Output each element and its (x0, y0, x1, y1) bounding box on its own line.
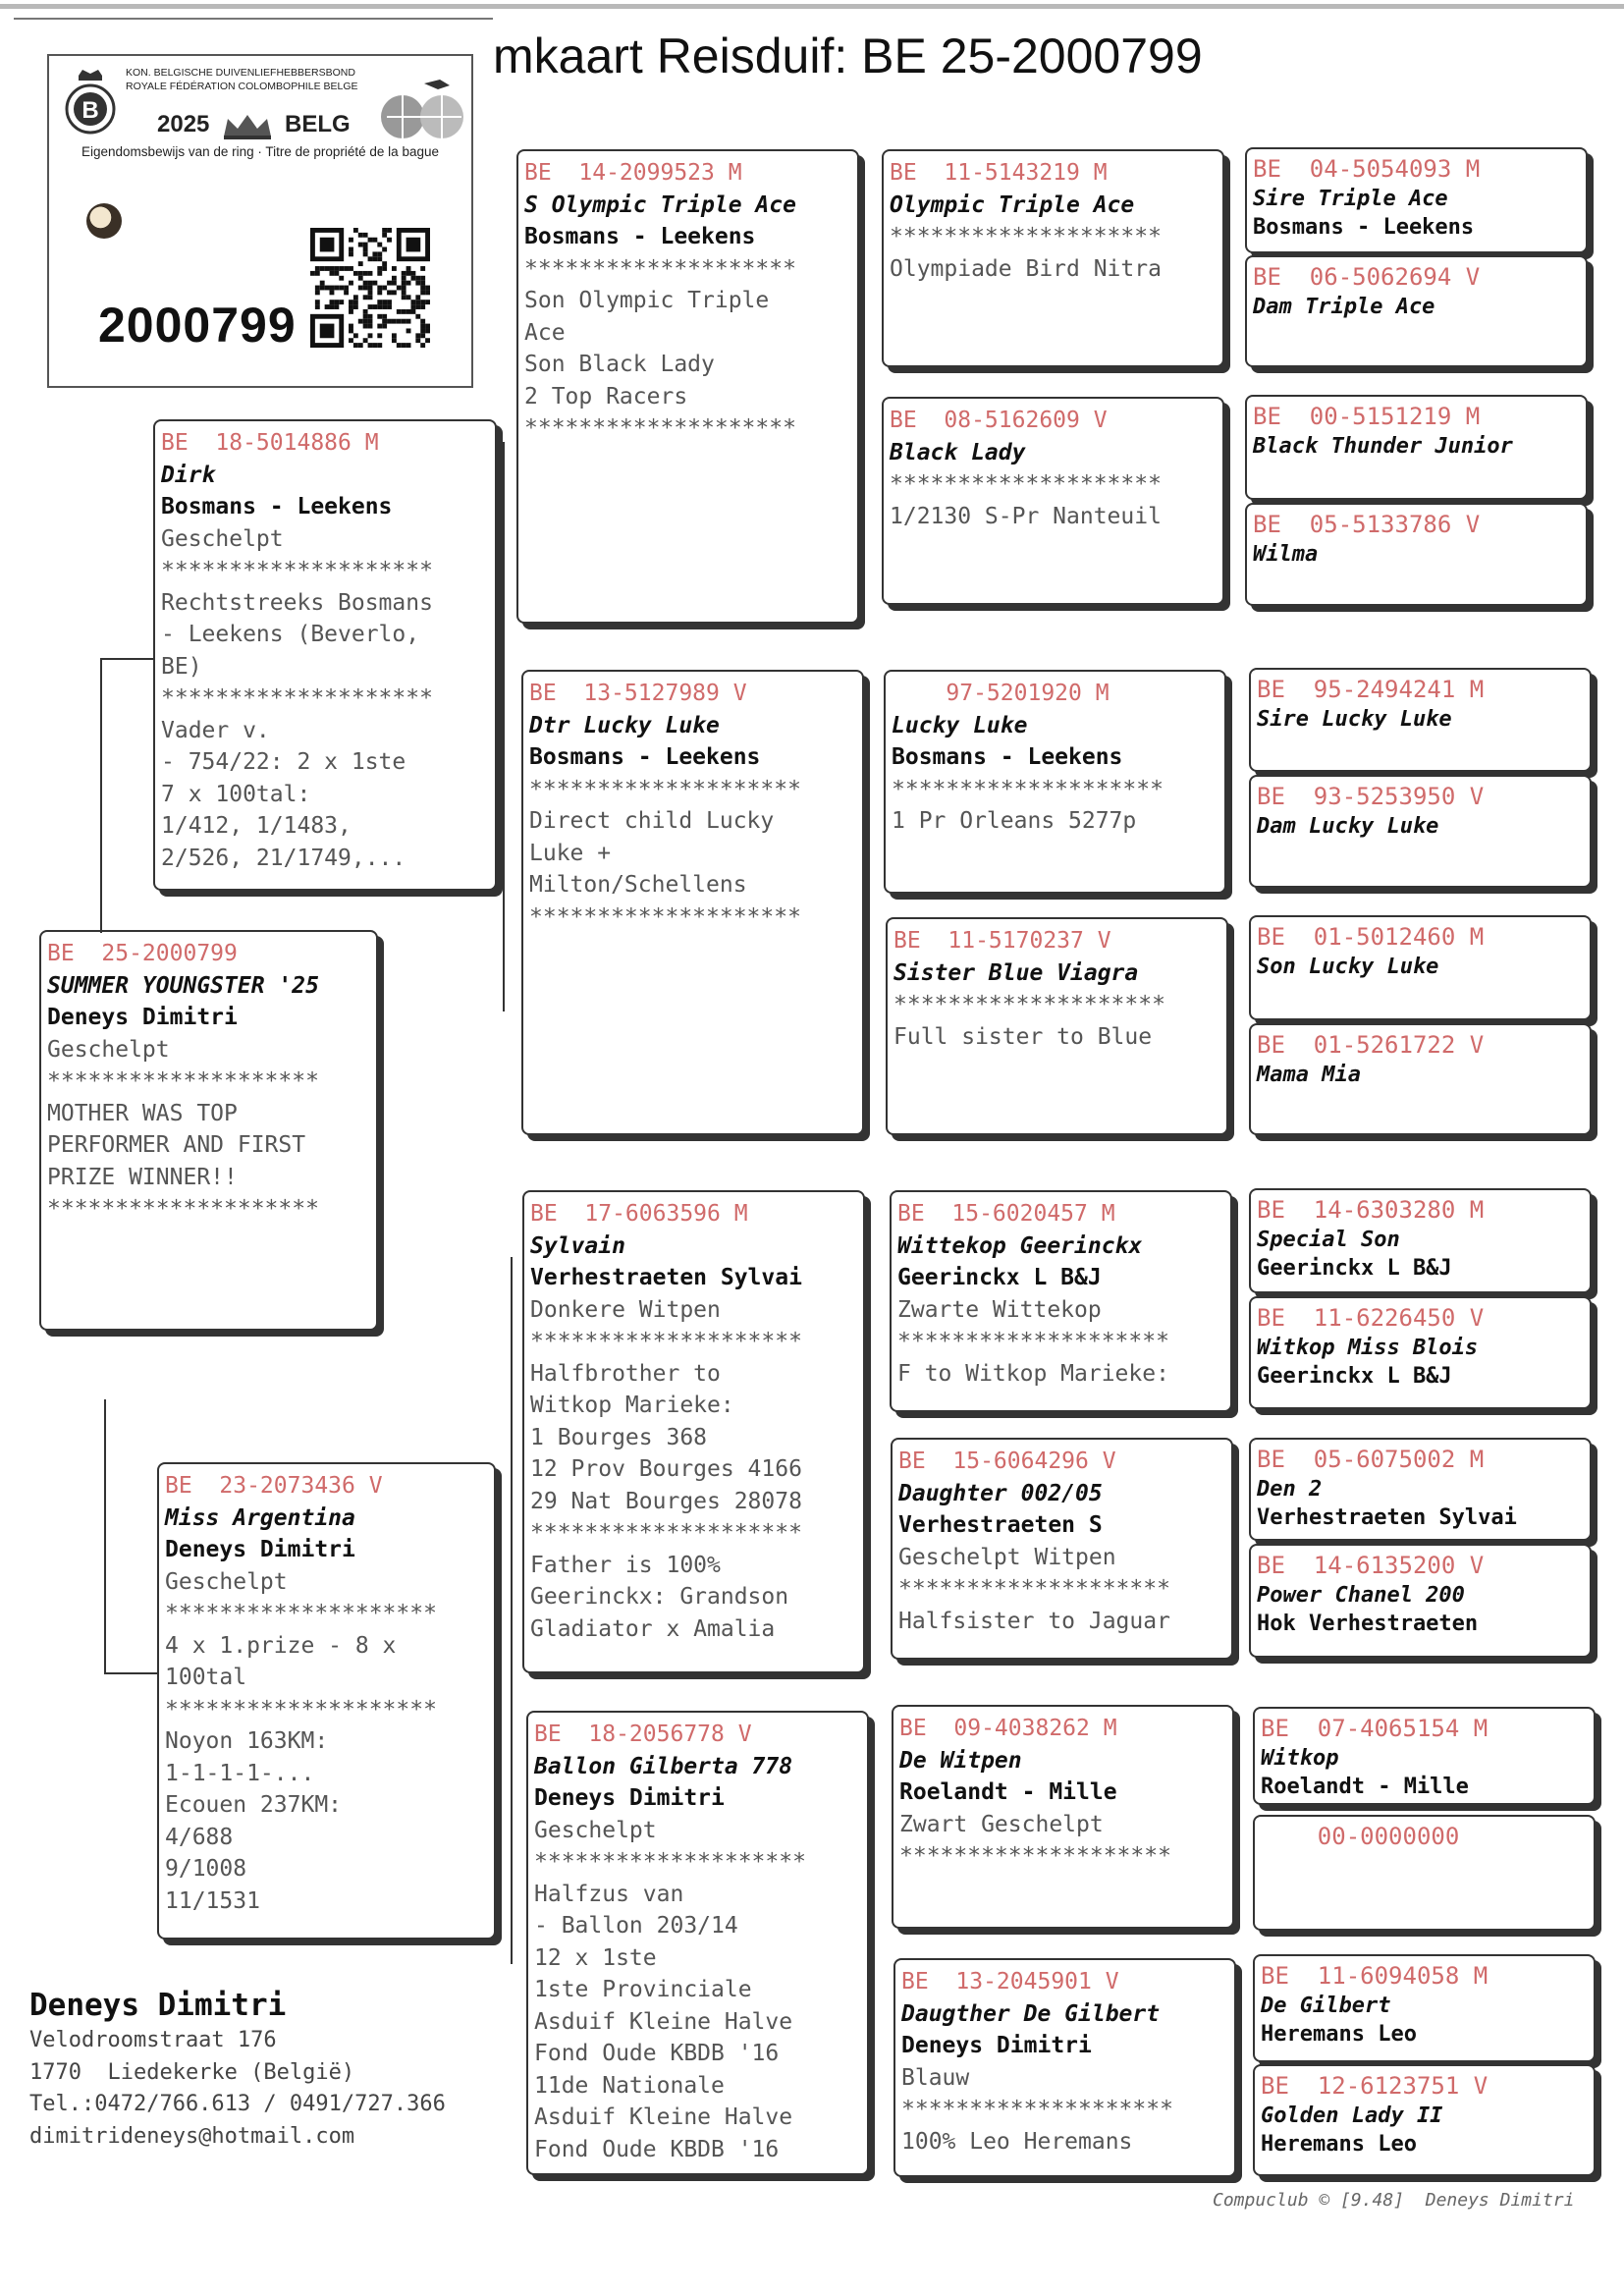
pigeon-box-gg-05-6075002 (1249, 1438, 1592, 1541)
pigeon-name: Witkop (1261, 1745, 1339, 1771)
pigeon-info-line: Hok Verhestraeten (1257, 1612, 1479, 1636)
pigeon-info-line: Gladiator x Amalia (530, 1615, 776, 1642)
pigeon-info-line: Roelandt - Mille (1261, 1775, 1469, 1799)
pigeon-info-line: Halfzus van (534, 1881, 684, 1907)
pigeon-info-line: ******************** (892, 776, 1164, 802)
pigeon-ring-number: BE 18-2056778 V (534, 1721, 752, 1747)
pigeon-info-line: ******************** (47, 1068, 319, 1094)
pigeon-info-line: Geerinckx L B&J (897, 1265, 1102, 1290)
connector-dam-h (104, 1672, 158, 1674)
pigeon-name: Den 2 (1257, 1476, 1323, 1502)
pigeon-info-line: 4 x 1.prize - 8 x (165, 1632, 397, 1659)
pigeon-box-g-15-6020457 (890, 1190, 1232, 1412)
pigeon-ring-number: BE 06-5062694 V (1253, 263, 1481, 291)
federation-header (126, 66, 358, 93)
pigeon-info-line: Ecouen 237KM: (165, 1792, 343, 1818)
owner-phone: Tel.:0472/766.613 / 0491/727.366 (29, 2092, 446, 2116)
pigeon-box-gg-00-5151219 (1245, 395, 1588, 500)
pigeon-info-line: Halfsister to Jaguar (898, 1608, 1170, 1634)
pigeon-name: Mama Mia (1257, 1062, 1361, 1087)
pigeon-box-g-09-4038262 (892, 1705, 1234, 1929)
pigeon-ring-number: BE 05-6075002 M (1257, 1446, 1485, 1473)
ring-card-top-rule (14, 18, 493, 20)
pigeon-box-g-13-2045901 (893, 1958, 1236, 2177)
pigeon-name: Special Son (1257, 1227, 1400, 1252)
pigeon-info-line: ******************** (893, 992, 1165, 1017)
pigeon-info-line: Deneys Dimitri (47, 1005, 238, 1030)
pigeon-name: Dirk (161, 462, 216, 488)
pigeon-ring-number: BE 14-6303280 M (1257, 1196, 1485, 1224)
owner-street: Velodroomstraat 176 (29, 2028, 277, 2052)
federation-name-nl: KON. BELGISCHE DUIVENLIEFHEBBERSBOND (126, 67, 355, 79)
pigeon-name: SUMMER YOUNGSTER '25 (47, 972, 319, 999)
pigeon-info-line: Heremans Leo (1261, 2132, 1417, 2157)
pigeon-info-line: Bosmans - Leekens (529, 744, 761, 770)
pigeon-ring-number: BE 11-6226450 V (1257, 1304, 1485, 1332)
pigeon-name: Wilma (1253, 541, 1319, 567)
pigeon-ring-number: BE 00-5151219 M (1253, 403, 1481, 430)
pigeon-info-line: Heremans Leo (1261, 2022, 1417, 2047)
ring-card-subtitle: Eigendomsbewijs van de ring · Titre de propriété de la bague (81, 144, 439, 159)
pigeon-ring-number: BE 01-5012460 M (1257, 923, 1485, 951)
pigeon-ring-number: BE 12-6123751 V (1261, 2072, 1489, 2100)
pigeon-box-gg-14-6135200 (1249, 1544, 1592, 1658)
pigeon-ring-number: BE 14-6135200 V (1257, 1552, 1485, 1579)
pigeon-info-line: 2/526, 21/1749,... (161, 845, 406, 871)
pigeon-ring-number: BE 05-5133786 V (1253, 511, 1481, 538)
owner-block (29, 1986, 446, 2153)
pigeon-info-line: ******************** (534, 1849, 806, 1875)
pigeon-info-line: 12 Prov Bourges 4166 (530, 1456, 802, 1482)
pigeon-name: Dtr Lucky Luke (529, 712, 720, 738)
ring-ownership-card (47, 54, 473, 388)
pigeon-box-g-15-6064296 (891, 1438, 1233, 1660)
pigeon-info-line: ******************** (161, 685, 433, 711)
pigeon-name: Black Thunder Junior (1253, 433, 1513, 459)
pigeon-name: Ballon Gilberta 778 (534, 1753, 793, 1779)
pigeon-info-line: Deneys Dimitri (534, 1785, 725, 1811)
pigeon-info-line: Luke + (529, 840, 612, 866)
pigeon-info-line: 9/1008 (165, 1856, 247, 1882)
connector-sire-v (100, 658, 102, 933)
pigeon-name: Dam Triple Ace (1253, 294, 1435, 319)
pigeon-ring-number: BE 13-2045901 V (901, 1969, 1119, 1994)
pigeon-name: Sire Lucky Luke (1257, 706, 1452, 732)
pigeon-info-line: Geschelpt (165, 1568, 288, 1595)
pigeon-info-line: 1/2130 S-Pr Nanteuil (890, 503, 1162, 529)
pigeon-box-gg-05-5133786 (1245, 503, 1588, 606)
pigeon-name: Power Chanel 200 (1257, 1582, 1465, 1608)
pigeon-info-line: ******************** (165, 1601, 437, 1626)
pigeon-info-line: Verhestraeten S (898, 1512, 1103, 1538)
pigeon-ring-number: BE 11-6094058 M (1261, 1962, 1489, 1990)
pigeon-name: Olympic Triple Ace (890, 191, 1135, 218)
pigeon-info-line: Bosmans - Leekens (1253, 215, 1475, 240)
pigeon-box-ss-14-2099523 (516, 149, 859, 624)
pigeon-name: Daugther De Gilbert (901, 2000, 1161, 2027)
pigeon-box-gg-11-6094058 (1253, 1954, 1596, 2062)
connector-sire-h (100, 658, 154, 660)
ring-number: 2000799 (98, 298, 297, 353)
pigeon-ring-number: BE 95-2494241 M (1257, 676, 1485, 703)
pigeon-ring-number: BE 04-5054093 M (1253, 155, 1481, 183)
pigeon-info-line: Fond Oude KBDB '16 (534, 2041, 780, 2066)
pigeon-ring-number: BE 14-2099523 M (524, 160, 742, 186)
crown-icon (218, 111, 277, 140)
pigeon-info-line: Son Olympic Triple (524, 288, 770, 313)
pigeon-info-line: - Ballon 203/14 (534, 1913, 738, 1939)
pigeon-info-line: ******************** (530, 1329, 802, 1354)
pigeon-ring-number: BE 11-5170237 V (893, 928, 1111, 954)
owner-city: 1770 Liedekerke (België) (29, 2059, 355, 2085)
pigeon-info-line: Geerinckx: Grandson (530, 1584, 789, 1610)
pigeon-info-line: Deneys Dimitri (901, 2033, 1092, 2058)
pigeon-info-line: Zwarte Wittekop (897, 1296, 1102, 1323)
pigeon-info-line: 11/1531 (165, 1887, 260, 1914)
pigeon-info-line: Bosmans - Leekens (892, 744, 1123, 770)
pigeon-info-line: Bosmans - Leekens (524, 224, 756, 249)
pigeon-info-line: ******************** (524, 255, 796, 282)
kbdb-logo-icon (63, 68, 118, 137)
connector-dam-line-v (511, 1257, 513, 1964)
pigeon-name: Black Lady (890, 439, 1026, 465)
pigeon-info-line: 100% Leo Heremans (901, 2128, 1133, 2155)
pigeon-ring-number: BE 07-4065154 M (1261, 1715, 1489, 1742)
pigeon-info-line: - Leekens (Beverlo, (161, 622, 420, 647)
pigeon-info-line: 1 Bourges 368 (530, 1424, 708, 1450)
pigeon-ring-number: BE 08-5162609 V (890, 408, 1108, 433)
software-footer: Compuclub © [9.48] Deneys Dimitri (1213, 2190, 1575, 2211)
pigeon-box-gg-12-6123751 (1253, 2064, 1596, 2176)
pigeon-info-line: Olympiade Bird Nitra (890, 255, 1162, 282)
pigeon-name: Sister Blue Viagra (893, 959, 1139, 986)
pigeon-box-g-97-5201920 (884, 670, 1226, 894)
pigeon-info-line: Rechtstreeks Bosmans (161, 589, 433, 616)
pigeon-ring-number: BE 13-5127989 V (529, 681, 747, 706)
pigeon-info-line: Geschelpt (534, 1817, 657, 1843)
pigeon-info-line: ******************** (901, 2097, 1173, 2122)
pigeon-info-line: F to Witkop Marieke: (897, 1360, 1169, 1387)
pigeon-info-line: Verhestraeten Sylvai (1257, 1505, 1517, 1530)
pigeon-name: Sire Triple Ace (1253, 186, 1448, 211)
pigeon-info-line: 1 Pr Orleans 5277p (892, 808, 1137, 834)
pigeon-info-line: Noyon 163KM: (165, 1728, 329, 1754)
pigeon-info-line: Direct child Lucky (529, 808, 775, 834)
ring-photo-dot (86, 203, 122, 239)
pigeon-ring-number: BE 17-6063596 M (530, 1201, 748, 1227)
pigeon-info-line: ******************** (890, 224, 1162, 249)
pigeon-info-line: Milton/Schellens (529, 872, 747, 898)
pigeon-box-sire-18-5014886 (153, 419, 497, 891)
pigeon-name: Daughter 002/05 (898, 1480, 1103, 1506)
pigeon-info-line: PRIZE WINNER!! (47, 1164, 238, 1190)
pigeon-info-line: ******************** (47, 1196, 319, 1222)
pigeon-info-line: 12 x 1ste (534, 1944, 657, 1971)
pigeon-name: Witkop Miss Blois (1257, 1335, 1479, 1360)
pigeon-info-line: Blauw (901, 2064, 970, 2091)
pigeon-info-line: Asduif Kleine Halve (534, 2008, 793, 2035)
pigeon-ring-number: BE 15-6020457 M (897, 1201, 1115, 1227)
pigeon-box-gg-11-6226450 (1249, 1296, 1592, 1409)
pigeon-box-gg-06-5062694 (1245, 255, 1588, 367)
pigeon-box-gg-07-4065154 (1253, 1707, 1596, 1805)
qr-code-icon (310, 228, 430, 348)
pigeon-ring-number: BE 11-5143219 M (890, 160, 1108, 186)
pigeon-info-line: ******************** (898, 1576, 1170, 1602)
owner-name: Deneys Dimitri (29, 1988, 287, 2023)
pigeon-name: Lucky Luke (892, 712, 1028, 738)
pigeon-name: Sylvain (530, 1232, 625, 1259)
pigeon-ring-number: BE 93-5253950 V (1257, 783, 1485, 810)
pigeon-info-line: Geschelpt (47, 1036, 170, 1063)
pigeon-info-line: Donkere Witpen (530, 1296, 721, 1323)
pigeon-info-line: Vader v. (161, 717, 270, 743)
pigeon-info-line: Geerinckx L B&J (1257, 1364, 1452, 1389)
pigeon-info-line: MOTHER WAS TOP (47, 1100, 238, 1126)
connector-dam-v (104, 1399, 106, 1674)
pigeon-box-dam-23-2073436 (157, 1462, 496, 1940)
pigeon-info-line: ******************** (529, 903, 801, 930)
pigeon-info-line: Geschelpt (161, 525, 284, 552)
pigeon-name: Golden Lady II (1261, 2103, 1443, 2128)
pigeon-box-gg-01-5012460 (1249, 915, 1592, 1020)
pigeon-box-gg-14-6303280 (1249, 1188, 1592, 1293)
owner-email: dimitrideneys@hotmail.com (29, 2123, 355, 2149)
pigeon-ring-number: BE 18-5014886 M (161, 430, 379, 456)
pigeon-info-line: 4/688 (165, 1824, 234, 1850)
pigeon-info-line: Zwart Geschelpt (899, 1811, 1104, 1837)
pigeon-box-gg-93-5253950 (1249, 775, 1592, 888)
pigeon-info-line: Ace (524, 319, 566, 346)
pigeon-info-line: ******************** (890, 471, 1162, 497)
pigeon-ring-number: BE 01-5261722 V (1257, 1031, 1485, 1059)
pigeon-box-gg-04-5054093 (1245, 147, 1588, 253)
pigeon-info-line: ******************** (529, 776, 801, 802)
pigeon-name: Dam Lucky Luke (1257, 813, 1439, 839)
pigeon-name: S Olympic Triple Ace (524, 191, 796, 218)
pigeon-name: Wittekop Geerinckx (897, 1232, 1143, 1259)
pigeon-name: De Witpen (899, 1747, 1022, 1774)
pigeon-info-line: Fond Oude KBDB '16 (534, 2136, 780, 2162)
pigeon-info-line: PERFORMER AND FIRST (47, 1132, 306, 1158)
pigeon-ring-number: BE 23-2073436 V (165, 1473, 383, 1499)
scan-top-edge (0, 4, 1624, 9)
pigeon-info-line: Father is 100% (530, 1552, 721, 1578)
pigeon-info-line: 1ste Provinciale (534, 1977, 752, 2002)
pigeon-name: Miss Argentina (165, 1504, 355, 1531)
pigeon-info-line: Son Black Lady (524, 352, 715, 377)
pigeon-info-line: Full sister to Blue (893, 1023, 1153, 1050)
federation-name-fr: ROYALE FÉDÉRATION COLOMBOPHILE BELGE (126, 81, 358, 92)
pigeon-info-line: 29 Nat Bourges 28078 (530, 1488, 802, 1514)
pigeon-ring-number: 97-5201920 M (892, 681, 1110, 706)
pigeon-name: De Gilbert (1261, 1993, 1391, 2018)
pigeon-info-line: - 754/22: 2 x 1ste (161, 749, 406, 775)
pigeon-info-line: ******************** (165, 1696, 437, 1722)
page-title: mkaart Reisduif: BE 25-2000799 (493, 28, 1203, 83)
kbdb-logo-letter: B (81, 97, 99, 124)
pigeon-info-line: 1-1-1-1-... (165, 1760, 315, 1786)
pigeon-info-line: Geerinckx L B&J (1257, 1256, 1452, 1281)
pigeon-box-gg-00-0000000 (1253, 1815, 1596, 1931)
globe-pigeon-logo-icon (373, 74, 471, 142)
ring-year: 2025 (157, 111, 210, 137)
pigeon-box-gg-95-2494241 (1249, 668, 1592, 772)
pigeon-ring-number: BE 15-6064296 V (898, 1448, 1116, 1474)
connector-sire-line-v (503, 442, 505, 1011)
pigeon-info-line: ******************** (897, 1329, 1169, 1354)
pigeon-box-sd-13-5127989 (521, 670, 864, 1135)
pigeon-info-line: Verhestraeten Sylvai (530, 1265, 802, 1290)
pigeon-info-line: ******************** (161, 558, 433, 583)
pigeon-info-line: Deneys Dimitri (165, 1537, 355, 1562)
pigeon-box-g-11-5170237 (886, 917, 1228, 1135)
pigeon-info-line: ******************** (899, 1843, 1171, 1869)
pigeon-info-line: Bosmans - Leekens (161, 494, 393, 519)
pigeon-info-line: Geschelpt Witpen (898, 1544, 1116, 1570)
pigeon-info-line: Roelandt - Mille (899, 1779, 1117, 1805)
pigeon-box-bird-25-2000799 (39, 930, 378, 1331)
pigeon-ring-number: 00-0000000 (1261, 1823, 1460, 1850)
pigeon-ring-number: BE 09-4038262 M (899, 1716, 1117, 1741)
pigeon-info-line: 1/412, 1/1483, (161, 813, 352, 839)
pigeon-info-line: Witkop Marieke: (530, 1393, 734, 1418)
pigeon-info-line: ******************** (524, 415, 796, 441)
pigeon-box-ds-17-6063596 (522, 1190, 865, 1673)
ring-country: BELG (285, 111, 351, 137)
pigeon-info-line: ******************** (530, 1520, 802, 1546)
pigeon-box-g-11-5143219 (882, 149, 1224, 367)
pigeon-info-line: 100tal (165, 1665, 247, 1690)
pigeon-ring-number: BE 25-2000799 (47, 941, 238, 966)
pigeon-box-dd-18-2056778 (526, 1711, 869, 2175)
pigeon-box-gg-01-5261722 (1249, 1023, 1592, 1135)
pigeon-info-line: Halfbrother to (530, 1360, 721, 1387)
pigeon-info-line: 2 Top Racers (524, 383, 688, 410)
pigeon-info-line: 7 x 100tal: (161, 781, 311, 807)
pigeon-box-g-08-5162609 (882, 397, 1224, 605)
pigeon-info-line: BE) (161, 653, 202, 680)
pigeon-name: Son Lucky Luke (1257, 954, 1439, 979)
pigeon-info-line: 11de Nationale (534, 2072, 725, 2099)
pigeon-info-line: Asduif Kleine Halve (534, 2104, 793, 2130)
